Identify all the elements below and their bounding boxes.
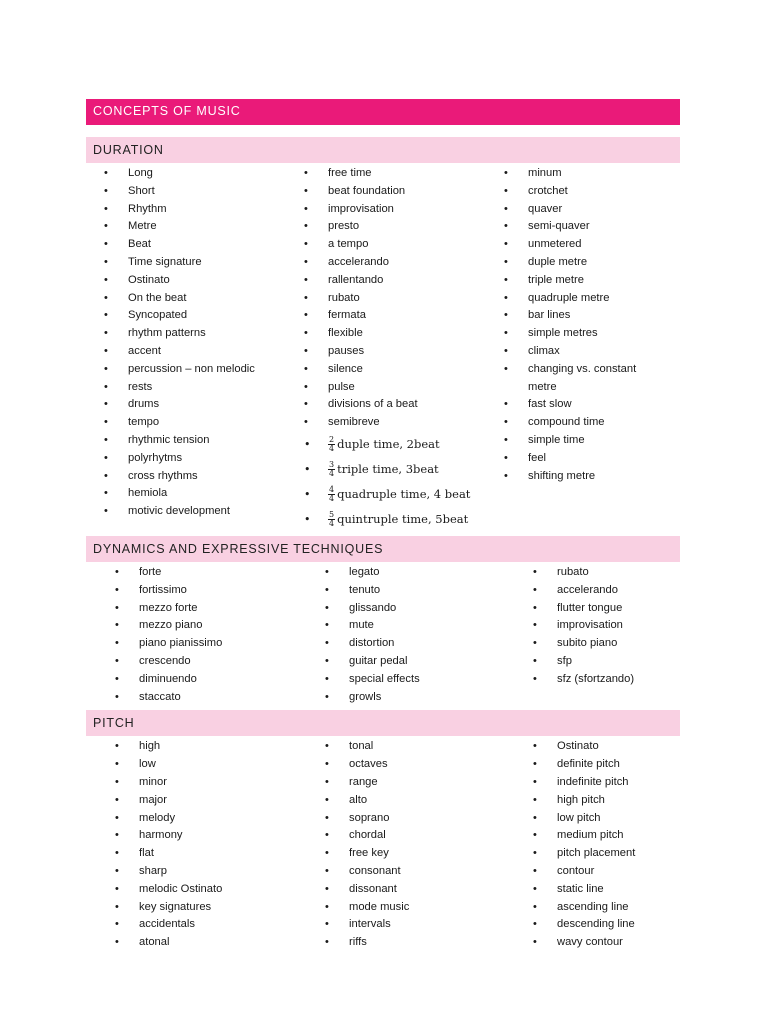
list-item: • rhythm patterns [86, 325, 286, 343]
list-item: • rubato [286, 290, 486, 308]
list-item: • minor [86, 774, 296, 792]
pitch-list [86, 736, 680, 956]
list-item: • sfp [504, 653, 680, 671]
list-item: • quadruple metre [486, 290, 680, 308]
list-item: • diminuendo [86, 671, 296, 689]
list-item: • piano pianissimo [86, 635, 296, 653]
list-item: • static line [504, 881, 680, 899]
list-item: • quaver [486, 201, 680, 219]
list-item: • wavy contour [504, 934, 680, 952]
list-item: • motivic development [86, 503, 286, 521]
list-item: • divisions of a beat [286, 396, 486, 414]
list-item: • Ostinato [86, 272, 286, 290]
list-item: • legato [296, 564, 504, 582]
pitch-column-2 [296, 738, 504, 952]
section-header-duration: DURATION [86, 137, 680, 163]
list-item: • dissonant [296, 881, 504, 899]
list-item: • melody [86, 810, 296, 828]
document-page [86, 99, 680, 956]
time-signature-label: triple time, 3beat [337, 461, 439, 476]
list-item: • descending line [504, 916, 680, 934]
list-item: • major [86, 792, 296, 810]
list-item: • key signatures [86, 899, 296, 917]
list-item: • duple metre [486, 254, 680, 272]
list-item: • accent [86, 343, 286, 361]
list-item: • Ostinato [504, 738, 680, 756]
list-item: • drums [86, 396, 286, 414]
list-item: • fast slow [486, 396, 680, 414]
list-item: • cross rhythms [86, 468, 286, 486]
time-signature-label: quadruple time, 4 beat [337, 486, 471, 501]
list-item: • improvisation [286, 201, 486, 219]
list-item: • staccato [86, 689, 296, 707]
list-item: • semibreve [286, 414, 486, 432]
section-header-pitch: PITCH [86, 710, 680, 736]
list-item: • Short [86, 183, 286, 201]
list-item: • triple metre [486, 272, 680, 290]
list-item: • contour [504, 863, 680, 881]
time-signature-fraction [328, 436, 335, 454]
list-item: • growls [296, 689, 504, 707]
list-item: • glissando [296, 600, 504, 618]
list-item: • low pitch [504, 810, 680, 828]
list-item: • chordal [296, 827, 504, 845]
list-item: • intervals [296, 916, 504, 934]
list-item: • guitar pedal [296, 653, 504, 671]
list-item: • distortion [296, 635, 504, 653]
section-header-dynamics: DYNAMICS AND EXPRESSIVE TECHNIQUES [86, 536, 680, 562]
list-item: • forte [86, 564, 296, 582]
duration-column-1 [86, 165, 286, 532]
list-item: • fermata [286, 307, 486, 325]
time-signature-item [286, 507, 486, 532]
list-item: • pulse [286, 379, 486, 397]
list-item: • beat foundation [286, 183, 486, 201]
fraction-denominator: 4 [329, 469, 335, 479]
fraction-numerator: • 4 [329, 484, 335, 494]
fraction-numerator: • 2 [329, 434, 335, 444]
time-signature-item [286, 432, 486, 457]
time-signature-item [286, 482, 486, 507]
time-signature-fraction [328, 486, 335, 504]
list-item: • crotchet [486, 183, 680, 201]
list-item: • pitch placement [504, 845, 680, 863]
list-item: • shifting metre [486, 468, 680, 486]
list-item: • climax [486, 343, 680, 361]
list-item: • minum [486, 165, 680, 183]
list-item: • fortissimo [86, 582, 296, 600]
list-item: • tempo [86, 414, 286, 432]
list-item: • ascending line [504, 899, 680, 917]
list-item: • Beat [86, 236, 286, 254]
list-item: • range [296, 774, 504, 792]
list-item: • Time signature [86, 254, 286, 272]
list-item: • changing vs. constant metre [486, 361, 658, 397]
list-item: • Rhythm [86, 201, 286, 219]
list-item: • sfz (sfortzando) [504, 671, 680, 689]
list-item: • indefinite pitch [504, 774, 680, 792]
list-item: • Metre [86, 218, 286, 236]
list-item: • atonal [86, 934, 296, 952]
list-item: • crescendo [86, 653, 296, 671]
list-item: • accidentals [86, 916, 296, 934]
list-item: • soprano [296, 810, 504, 828]
list-item: • mezzo piano [86, 617, 296, 635]
list-item: • medium pitch [504, 827, 680, 845]
time-signature-label: quintruple time, 5beat [337, 511, 469, 526]
list-item: • free key [296, 845, 504, 863]
list-item: • tonal [296, 738, 504, 756]
time-signature-item [286, 457, 486, 482]
list-item: • octaves [296, 756, 504, 774]
duration-column-2 [286, 165, 486, 532]
list-item: • high pitch [504, 792, 680, 810]
list-item: • improvisation [504, 617, 680, 635]
list-item: • accelerando [286, 254, 486, 272]
page-title: CONCEPTS OF MUSIC [86, 99, 680, 125]
list-item: • presto [286, 218, 486, 236]
duration-column-3 [486, 165, 680, 532]
list-item: • semi-quaver [486, 218, 680, 236]
list-item: • compound time [486, 414, 680, 432]
list-item: • flexible [286, 325, 486, 343]
list-item: • Long [86, 165, 286, 183]
list-item: • rests [86, 379, 286, 397]
list-item: • free time [286, 165, 486, 183]
list-item: • melodic Ostinato [86, 881, 296, 899]
list-item: • polyrhytms [86, 450, 286, 468]
list-item: • high [86, 738, 296, 756]
list-item: • definite pitch [504, 756, 680, 774]
list-item: • sharp [86, 863, 296, 881]
list-item: • a tempo [286, 236, 486, 254]
list-item: • mezzo forte [86, 600, 296, 618]
duration-list [86, 163, 680, 536]
time-signature-label: duple time, 2beat [337, 436, 440, 451]
dynamics-column-3 [504, 564, 680, 706]
list-item: • unmetered [486, 236, 680, 254]
dynamics-list [86, 562, 680, 710]
list-item: • special effects [296, 671, 504, 689]
list-item: • silence [286, 361, 486, 379]
list-item: • mode music [296, 899, 504, 917]
list-item: • bar lines [486, 307, 680, 325]
list-item: • feel [486, 450, 680, 468]
list-item: • alto [296, 792, 504, 810]
fraction-numerator: • 5 [329, 509, 335, 519]
list-item: • harmony [86, 827, 296, 845]
time-signature-fraction [328, 511, 335, 529]
list-item: • hemiola [86, 485, 286, 503]
list-item: • riffs [296, 934, 504, 952]
time-signature-fraction [328, 461, 335, 479]
fraction-numerator: • 3 [329, 459, 335, 469]
list-item: • flutter tongue [504, 600, 680, 618]
list-item: • mute [296, 617, 504, 635]
list-item: • tenuto [296, 582, 504, 600]
list-item: • pauses [286, 343, 486, 361]
list-item: • rallentando [286, 272, 486, 290]
dynamics-column-2 [296, 564, 504, 706]
list-item: • accelerando [504, 582, 680, 600]
list-item: • rhythmic tension [86, 432, 286, 450]
list-item: • low [86, 756, 296, 774]
list-item: • rubato [504, 564, 680, 582]
list-item: • On the beat [86, 290, 286, 308]
list-item: • subito piano [504, 635, 680, 653]
fraction-denominator: 4 [329, 444, 335, 454]
list-item: • consonant [296, 863, 504, 881]
pitch-column-3 [504, 738, 680, 952]
fraction-denominator: 4 [329, 519, 335, 529]
fraction-denominator: 4 [329, 494, 335, 504]
list-item: • Syncopated [86, 307, 286, 325]
pitch-column-1 [86, 738, 296, 952]
list-item: • flat [86, 845, 296, 863]
dynamics-column-1 [86, 564, 296, 706]
list-item: • simple metres [486, 325, 680, 343]
list-item: • percussion – non melodic [86, 361, 286, 379]
list-item: • simple time [486, 432, 680, 450]
